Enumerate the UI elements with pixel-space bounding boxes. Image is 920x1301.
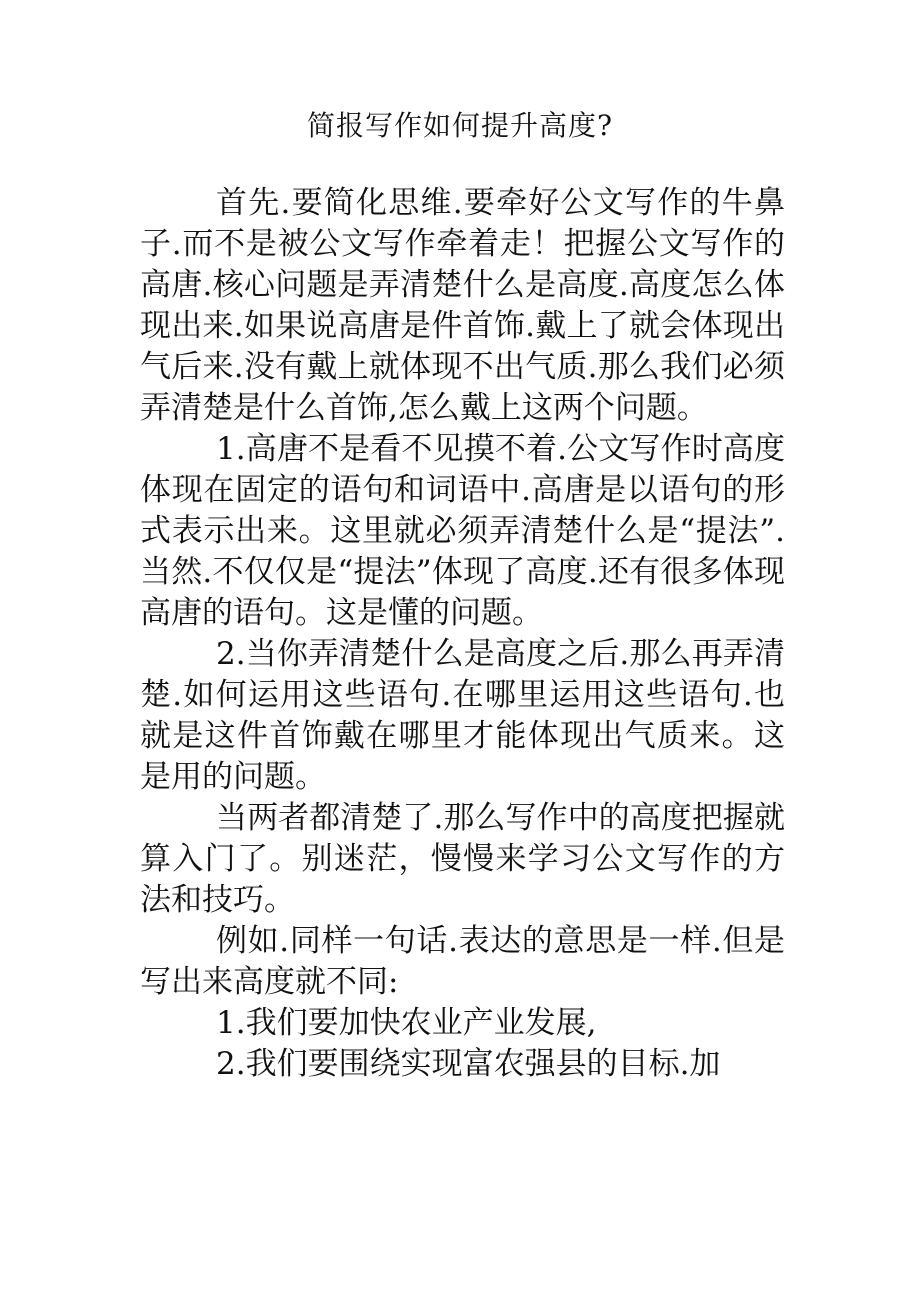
paragraph-point-2: 2.当你弄清楚什么是高度之后.那么再弄清楚.如何运用这些语句.在哪里运用这些语句.也就是这件首饰戴在哪里才能体现出气质来。这是用的问题。 <box>140 636 785 795</box>
paragraph-example-2: 2.我们要围绕实现富农强县的目标.加 <box>216 1046 721 1082</box>
document-title: 简报写作如何提升高度? <box>306 109 613 142</box>
paragraph-conclusion: 当两者都清楚了.那么写作中的高度把握就算入门了。别迷茫，慢慢来学习公文写作的方法和技巧。 <box>140 800 785 918</box>
document-body <box>140 183 785 1085</box>
paragraph-example-1: 1.我们要加快农业产业发展, <box>216 1005 597 1041</box>
paragraph-point-1: 1.高唐不是看不见摸不着.公文写作时高度体现在固定的语句和词语中.高唐是以语句的形式表示出来。这里就必须弄清楚什么是“提法”.当然.不仅仅是“提法”体现了高度.还有很多体现高唐的语句。这是懂的问题。 <box>140 431 785 631</box>
paragraph-example-intro: 例如.同样一句话.表达的意思是一样.但是写出来高度就不同: <box>140 923 785 1000</box>
paragraph-intro: 首先.要简化思维.要牵好公文写作的牛鼻子.而不是被公文写作牵着走！把握公文写作的高唐.核心问题是弄清楚什么是高度.高度怎么体现出来.如果说高唐是件首饰.戴上了就会体现出气后来.没有戴上就体现不出气质.那么我们必须弄清楚是什么首饰,怎么戴上这两个问题。 <box>140 185 785 426</box>
